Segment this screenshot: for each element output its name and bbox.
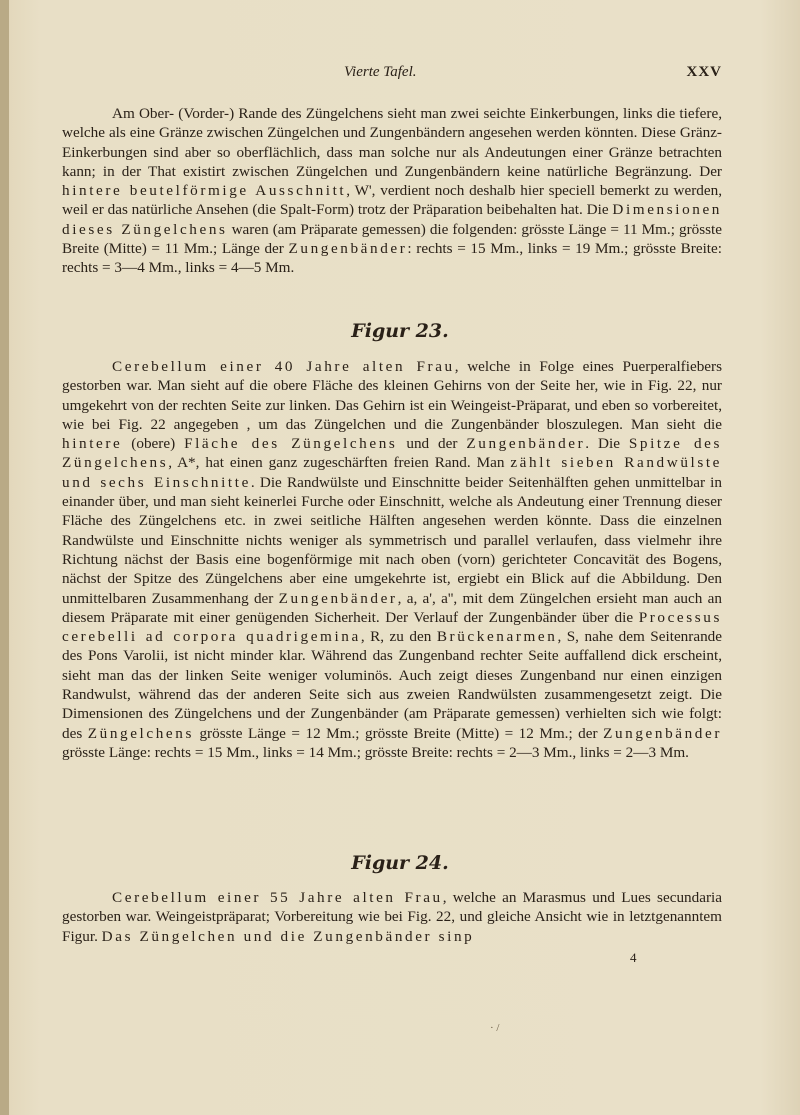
body-text: , W', verdient noch deshalb hier speciell bemerkt zu werden, weil er das natürliche Ansehen (die Spalt-Form) trotz der Präparation beibehalten hat. Die	[62, 182, 722, 219]
paragraph-1-text	[62, 104, 722, 278]
page-roman-numeral: XXV	[686, 64, 722, 80]
paragraph-2	[62, 357, 722, 762]
spaced-emphasis-text: Cerebellum einer 55 Jahre alten Frau	[112, 889, 443, 906]
body-text: (obere)	[122, 435, 185, 453]
spaced-emphasis-text: Brückenarmen	[436, 628, 558, 646]
body-text: und der	[397, 435, 467, 453]
spaced-emphasis-text: Dimensionen dieses Züngelchens	[62, 201, 722, 238]
body-text: , welche in Folge eines Puerperalfiebers gestorben war. Man sieht auf die obere Fläche des kleinen Gehirns von der Seite her, wie in Fig. 22, nur umgekehrt von der rechten Seite zur linken. Das Gehirn ist ein Weingeist-Präparat, und eben so vorbereitet, wie bei Fig. 22 angegeben , um das Züngelchen und die Zungenbänder bloszulegen. Man sieht die	[62, 358, 722, 433]
running-title: Vierte Tafel.	[344, 64, 417, 80]
spaced-emphasis-text: Fläche des Züngelchens	[184, 435, 398, 453]
body-text: Am Ober- (Vorder-) Rande des Züngelchens sieht man zwei seichte Einkerbungen, links die tiefere, welche als eine Gränze zwischen Züngelchen und Zungenbändern angesehen werden könnten. Diese Gränz-Einkerbungen sind aber so oberflächlich, dass man solche nur als Andeutungen einer Gränze betrachten kann; in der That existirt zwischen Züngelchen und Zungenbändern keine natürliche Begränzung. Der	[62, 105, 722, 180]
body-text: . Die Randwülste und Einschnitte beider Seitenhälften gehen unmittelbar in einander über, und man sieht keinerlei Furche oder Einschnitt, welche als Andeutung einer Trennung dieser Fläche des Züngelchens etc. in zwei seitliche Hälften angesehen werden könnte. Dass die einzelnen Randwülste und Einschnitte nichts weniger als symmetrisch und parallel verlaufen, dass vielmehr ihre Richtung nächst der Basis eine bogenförmige mit nach oben (vorn) gerichteter Concavität des Bogens, nächst der Spitze des Züngelchens aber eine umgekehrte ist, ergiebt ein Blick auf die Abbildung. Den unmittelbaren Zusammenhang der	[62, 473, 722, 607]
body-text: , R, zu den	[360, 628, 437, 646]
paragraph-3-text	[62, 888, 722, 946]
spaced-emphasis-text: Zungenbänder	[278, 589, 398, 607]
spaced-emphasis-text: Cerebellum einer 40 Jahre alten Frau	[112, 358, 455, 375]
body-text: , welche an Marasmus und Lues secundaria gestorben war. Weingeistpräparat; Vorbereitung wie bei Fig. 22, und gleiche Ansicht wie in letztgenanntem Figur.	[62, 889, 722, 945]
paragraph-1	[62, 104, 722, 278]
body-text: : rechts = 15 Mm., links = 19 Mm.; grösste Breite: rechts = 3—4 Mm., links = 4—5 Mm.	[62, 240, 722, 277]
spaced-emphasis-text: hintere beutelförmige Ausschnitt	[62, 182, 347, 200]
body-text: grösste Länge: rechts = 15 Mm., links = 14 Mm.; grösste Breite: rechts = 2—3 Mm., links = 2—3 Mm.	[62, 743, 689, 761]
spaced-emphasis-text: Zungenbänder	[288, 240, 408, 258]
body-text: waren (am Präparate gemessen) die folgenden: grösste Länge = 11 Mm.; grösste Breite (Mitte) = 11 Mm.; Länge der	[62, 220, 722, 258]
spaced-emphasis-text: hintere	[62, 435, 123, 453]
spaced-emphasis-text: Processus cerebelli ad corpora quadrigemina	[62, 608, 722, 646]
figure-24-heading: Figur 24.	[351, 852, 449, 874]
body-text: , S, nahe dem Seitenrande des Pons Varolii, ist nicht minder klar. Während das Zungenband rechter Seite auffallend dick erscheint, sieht man das der linken Seite weniger voluminös. Auch zeigt dieses Zungenband nur einen einzigen Randwulst, während das der anderen Seite sich aus zweien Randwülsten zusammengesetzt zeigt. Die Dimensionen des Züngelchens und der Zungenbänder (am Präparate gemessen) verhielten sich wie folgt: des	[62, 628, 723, 742]
spaced-emphasis-text: zählt sieben Randwülste und sechs Einschnitte	[62, 454, 723, 491]
signature-number: 4	[630, 950, 637, 965]
spaced-emphasis-text: Zungenbänder	[466, 435, 586, 453]
body-text: , a, a', a'', mit dem Züngelchen ersieht man auch an diesem Präparate mit einer genügenden Sicherheit. Der Verlauf der Zungenbänder über die	[62, 589, 723, 626]
body-text: . Die	[585, 435, 629, 453]
body-text: , A*, hat einen ganz zugeschärften freien Rand. Man	[168, 454, 511, 472]
page-header	[62, 64, 722, 86]
paragraph-3	[62, 888, 722, 946]
spaced-emphasis-text: Spitze des Züngelchens	[62, 435, 723, 472]
paragraph-2-text	[62, 357, 722, 762]
page-spine-shadow	[0, 0, 9, 1115]
paper-speck: · /	[490, 1022, 500, 1034]
spaced-emphasis-text: Zungenbänder	[603, 724, 722, 742]
spaced-emphasis-text: Das Züngelchen und die Zungenbänder sinp	[101, 927, 475, 945]
figure-23-heading: Figur 23.	[351, 320, 449, 342]
spaced-emphasis-text: Züngelchens	[87, 724, 194, 742]
body-text: grösste Länge = 12 Mm.; grösste Breite (Mitte) = 12 Mm.; der	[193, 724, 604, 742]
